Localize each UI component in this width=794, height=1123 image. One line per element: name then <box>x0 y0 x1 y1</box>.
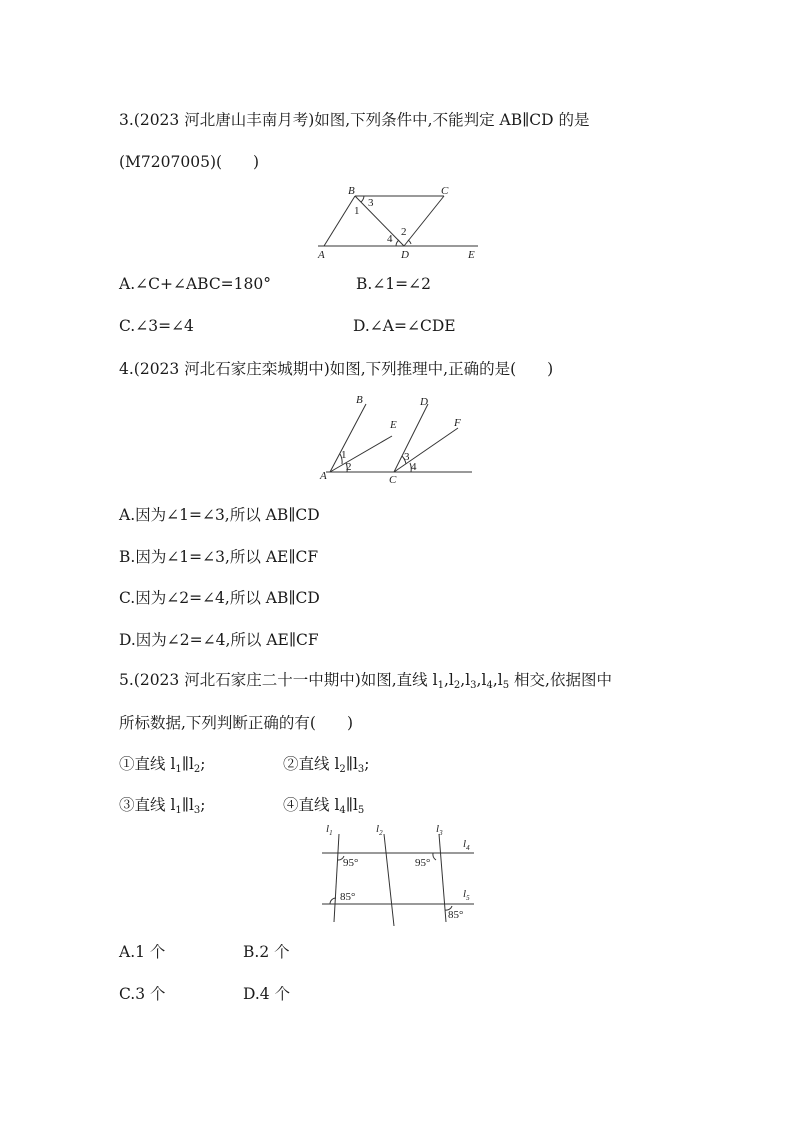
q4-option-d: D.因为∠2=∠4,所以 AE∥CF <box>119 631 319 649</box>
q5-figure <box>318 820 482 930</box>
q5-option-c: C.3 个 <box>119 985 166 1003</box>
q3-angle-1: 1 <box>354 205 360 217</box>
q5-stem-line2: 所标数据,下列判断正确的有( ) <box>119 714 354 732</box>
q4-label-A: A <box>320 470 327 482</box>
q5-label-l5: $l_5$ <box>463 888 470 902</box>
q3-code: (M7207005)( ) <box>119 153 260 171</box>
q3-option-c: C.∠3=∠4 <box>119 317 194 335</box>
q4-angle-1: 1 <box>341 449 347 461</box>
q4-option-c: C.因为∠2=∠4,所以 AB∥CD <box>119 589 320 607</box>
q5-angle-95-right: 95° <box>415 857 431 869</box>
q3-figure <box>312 182 484 264</box>
q4-option-b: B.因为∠1=∠3,所以 AE∥CF <box>119 548 319 566</box>
q4-label-D: D <box>420 396 428 408</box>
q4-label-E: E <box>390 419 397 431</box>
q5-label-l3: $l_3$ <box>436 823 443 837</box>
q5-stem: 5.(2023 河北石家庄二十一中期中)如图,直线 $l_1,l_2,l_3,l_4,l_5$ 相交,依据图中 <box>119 671 612 691</box>
q3-option-a: A.∠C+∠ABC=180° <box>119 275 271 293</box>
q4-label-B: B <box>356 394 363 406</box>
q3-stem: 3.(2023 河北唐山丰南月考)如图,下列条件中,不能判定 AB∥CD 的是 <box>119 111 590 129</box>
q4-label-F: F <box>454 417 461 429</box>
q5-statement-3: ③直线 $l_1\parallel l_3$; <box>119 796 206 816</box>
q4-option-a: A.因为∠1=∠3,所以 AB∥CD <box>119 506 320 524</box>
q5-statement-2: ②直线 $l_2\parallel l_3$; <box>283 755 370 775</box>
q4-angle-2: 2 <box>346 461 352 473</box>
q5-option-d: D.4 个 <box>243 985 291 1003</box>
q5-angle-85-left: 85° <box>340 891 356 903</box>
q3-option-d: D.∠A=∠CDE <box>353 317 456 335</box>
q5-label-l1: $l_1$ <box>326 823 333 837</box>
q5-angle-85-right: 85° <box>448 909 464 921</box>
q5-angle-95-left: 95° <box>343 857 359 869</box>
q3-label-C: C <box>441 185 449 197</box>
q3-label-B: B <box>348 185 355 197</box>
q5-statement-4: ④直线 $l_4\parallel l_5$ <box>283 796 365 816</box>
q3-label-E: E <box>468 249 475 261</box>
q4-angle-4: 4 <box>411 461 417 473</box>
q4-angle-3: 3 <box>404 451 410 463</box>
q5-label-l2: $l_2$ <box>376 823 383 837</box>
q3-label-D: D <box>401 249 409 261</box>
q5-option-b: B.2 个 <box>243 943 290 961</box>
q3-angle-3: 3 <box>368 197 374 209</box>
q5-option-a: A.1 个 <box>119 943 166 961</box>
q3-label-A: A <box>318 249 325 261</box>
q3-angle-2: 2 <box>401 226 407 238</box>
q4-figure <box>316 390 476 484</box>
q3-option-b: B.∠1=∠2 <box>356 275 432 293</box>
q4-label-C: C <box>389 474 397 484</box>
q5-label-l4: $l_4$ <box>463 838 470 852</box>
q4-stem: 4.(2023 河北石家庄栾城期中)如图,下列推理中,正确的是( ) <box>119 360 554 378</box>
q5-statement-1: ①直线 $l_1\parallel l_2$; <box>119 755 206 775</box>
q3-angle-4: 4 <box>387 233 393 245</box>
